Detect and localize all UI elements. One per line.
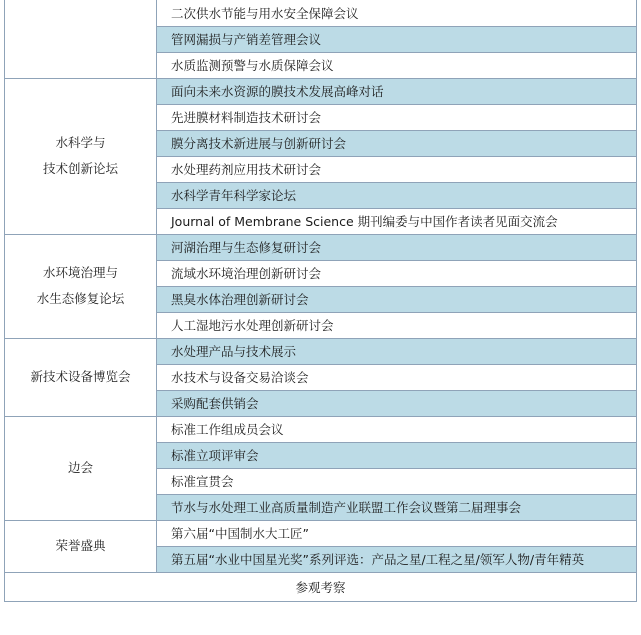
- category-cell: [5, 0, 157, 78]
- category-label: 水科学与: [55, 135, 106, 150]
- agenda-table-body: [5, 0, 637, 601]
- session-item: 第六届“中国制水大工匠”: [157, 520, 637, 546]
- category-cell: [5, 234, 157, 338]
- table-row: [5, 520, 637, 546]
- session-item: 先进膜材料制造技术研讨会: [157, 104, 637, 130]
- session-item: 膜分离技术新进展与创新研讨会: [157, 130, 637, 156]
- table-row: [5, 416, 637, 442]
- session-item: 标准立项评审会: [157, 442, 637, 468]
- category-label: 水环境治理与: [42, 265, 118, 280]
- session-item: 二次供水节能与用水安全保障会议: [157, 0, 637, 26]
- session-item: 人工湿地污水处理创新研讨会: [157, 312, 637, 338]
- category-label: 水生态修复论坛: [36, 291, 125, 306]
- session-item: 标准宣贯会: [157, 468, 637, 494]
- session-item: 水质监测预警与水质保障会议: [157, 52, 637, 78]
- category-label: 新技术设备博览会: [30, 369, 131, 384]
- session-item: 第五届“水业中国星光奖”系列评选：产品之星/工程之星/领军人物/青年精英: [157, 546, 637, 572]
- agenda-table: [4, 0, 637, 602]
- footer-row: [5, 572, 637, 601]
- table-row: [5, 0, 637, 26]
- category-label: 技术创新论坛: [42, 161, 118, 176]
- session-item: 河湖治理与生态修复研讨会: [157, 234, 637, 260]
- category-label: 边会: [67, 460, 93, 475]
- session-item: 水处理产品与技术展示: [157, 338, 637, 364]
- session-item: 水科学青年科学家论坛: [157, 182, 637, 208]
- session-item: Journal of Membrane Science 期刊编委与中国作者读者见面交流会: [157, 208, 637, 234]
- session-item: 节水与水处理工业高质量制造产业联盟工作会议暨第二届理事会: [157, 494, 637, 520]
- session-item: 水处理药剂应用技术研讨会: [157, 156, 637, 182]
- footer-cell: 参观考察: [5, 572, 637, 601]
- session-item: 标准工作组成员会议: [157, 416, 637, 442]
- session-item: 水技术与设备交易洽谈会: [157, 364, 637, 390]
- category-cell: [5, 338, 157, 416]
- table-row: [5, 234, 637, 260]
- category-label: 荣誉盛典: [55, 538, 106, 553]
- session-item: 面向未来水资源的膜技术发展高峰对话: [157, 78, 637, 104]
- session-item: 管网漏损与产销差管理会议: [157, 26, 637, 52]
- table-row: [5, 338, 637, 364]
- category-cell: [5, 416, 157, 520]
- category-cell: [5, 78, 157, 234]
- category-cell: [5, 520, 157, 572]
- session-item: 黑臭水体治理创新研讨会: [157, 286, 637, 312]
- session-item: 采购配套供销会: [157, 390, 637, 416]
- session-item: 流域水环境治理创新研讨会: [157, 260, 637, 286]
- agenda-sheet: [4, 0, 637, 602]
- table-row: [5, 78, 637, 104]
